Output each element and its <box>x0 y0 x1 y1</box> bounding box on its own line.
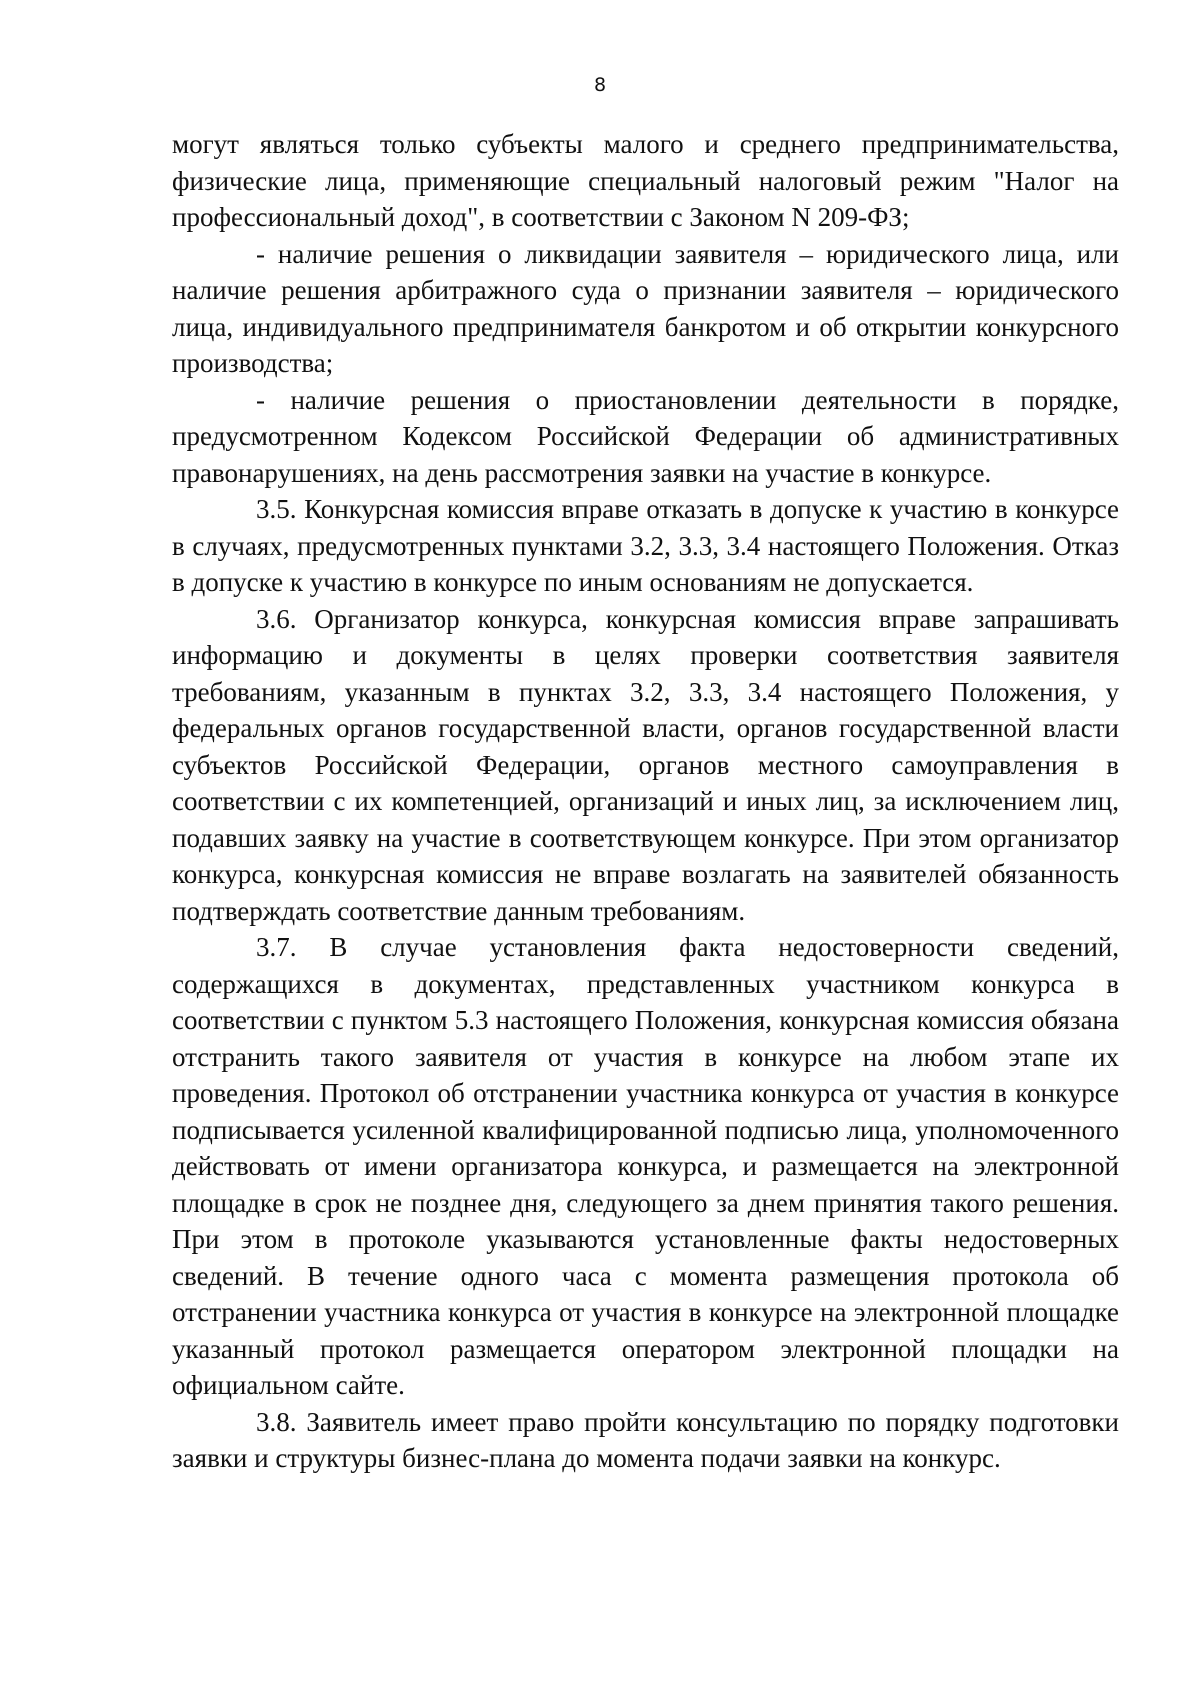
paragraph-suspension: - наличие решения о приостановлении деятельности в порядке, предусмотренном Кодексом Российской Федерации об административных правонарушениях, на день рассмотрения заявки на участие в конкурсе. <box>172 384 1119 488</box>
paragraph-3-8: 3.8. Заявитель имеет право пройти консультацию по порядку подготовки заявки и структуры бизнес-плана до момента подачи заявки на конкурс. <box>172 1406 1119 1473</box>
paragraph-3-6: 3.6. Организатор конкурса, конкурсная комиссия вправе запрашивать информацию и документы в целях проверки соответствия заявителя требованиям, указанным в пунктах 3.2, 3.3, 3.4 настоящего Положения, у федеральных органов государственной власти, органов государственной власти субъектов Российской Федерации, органов местного самоуправления в соответствии с их компетенцией, организаций и иных лиц, за исключением лиц, подавших заявку на участие в соответствующем конкурсе. При этом организатор конкурса, конкурсная комиссия не вправе возлагать на заявителей обязанность подтверждать соответствие данным требованиям. <box>172 603 1119 926</box>
paragraph-continuation: могут являться только субъекты малого и среднего предпринимательства, физические лица, применяющие специальный налоговый режим "Налог на профессиональный доход", в соответствии с Законом N 209-ФЗ; <box>172 129 1119 232</box>
page-number: 8 <box>593 74 607 96</box>
paragraph-3-7: 3.7. В случае установления факта недостоверности сведений, содержащихся в документах, представленных участником конкурса в соответствии с пунктом 5.3 настоящего Положения, конкурсная комиссия обязана отстранить такого заявителя от участия в конкурсе на любом этапе их проведения. Протокол об отстранении участника конкурса от участия в конкурсе подписывается усиленной квалифицированной подписью лица, уполномоченного действовать от имени организатора конкурса, и размещается на электронной площадке в срок не позднее дня, следующего за днем принятия такого решения. При этом в протоколе указываются установленные факты недостоверных сведений. В течение одного часа с момента размещения протокола об отстранении участника конкурса от участия в конкурсе на электронной площадке указанный протокол размещается оператором электронной площадки на официальном сайте. <box>172 932 1119 1400</box>
document-body <box>172 126 1119 1477</box>
paragraph-3-5: 3.5. Конкурсная комиссия вправе отказать в допуске к участию в конкурсе в случаях, предусмотренных пунктами 3.2, 3.3, 3.4 настоящего Положения. Отказ в допуске к участию в конкурсе по иным основаниям не допускается. <box>172 494 1119 597</box>
paragraph-liquidation: - наличие решения о ликвидации заявителя – юридического лица, или наличие решения арбитражного суда о признании заявителя – юридического лица, индивидуального предпринимателя банкротом и об открытии конкурсного производства; <box>172 238 1119 378</box>
